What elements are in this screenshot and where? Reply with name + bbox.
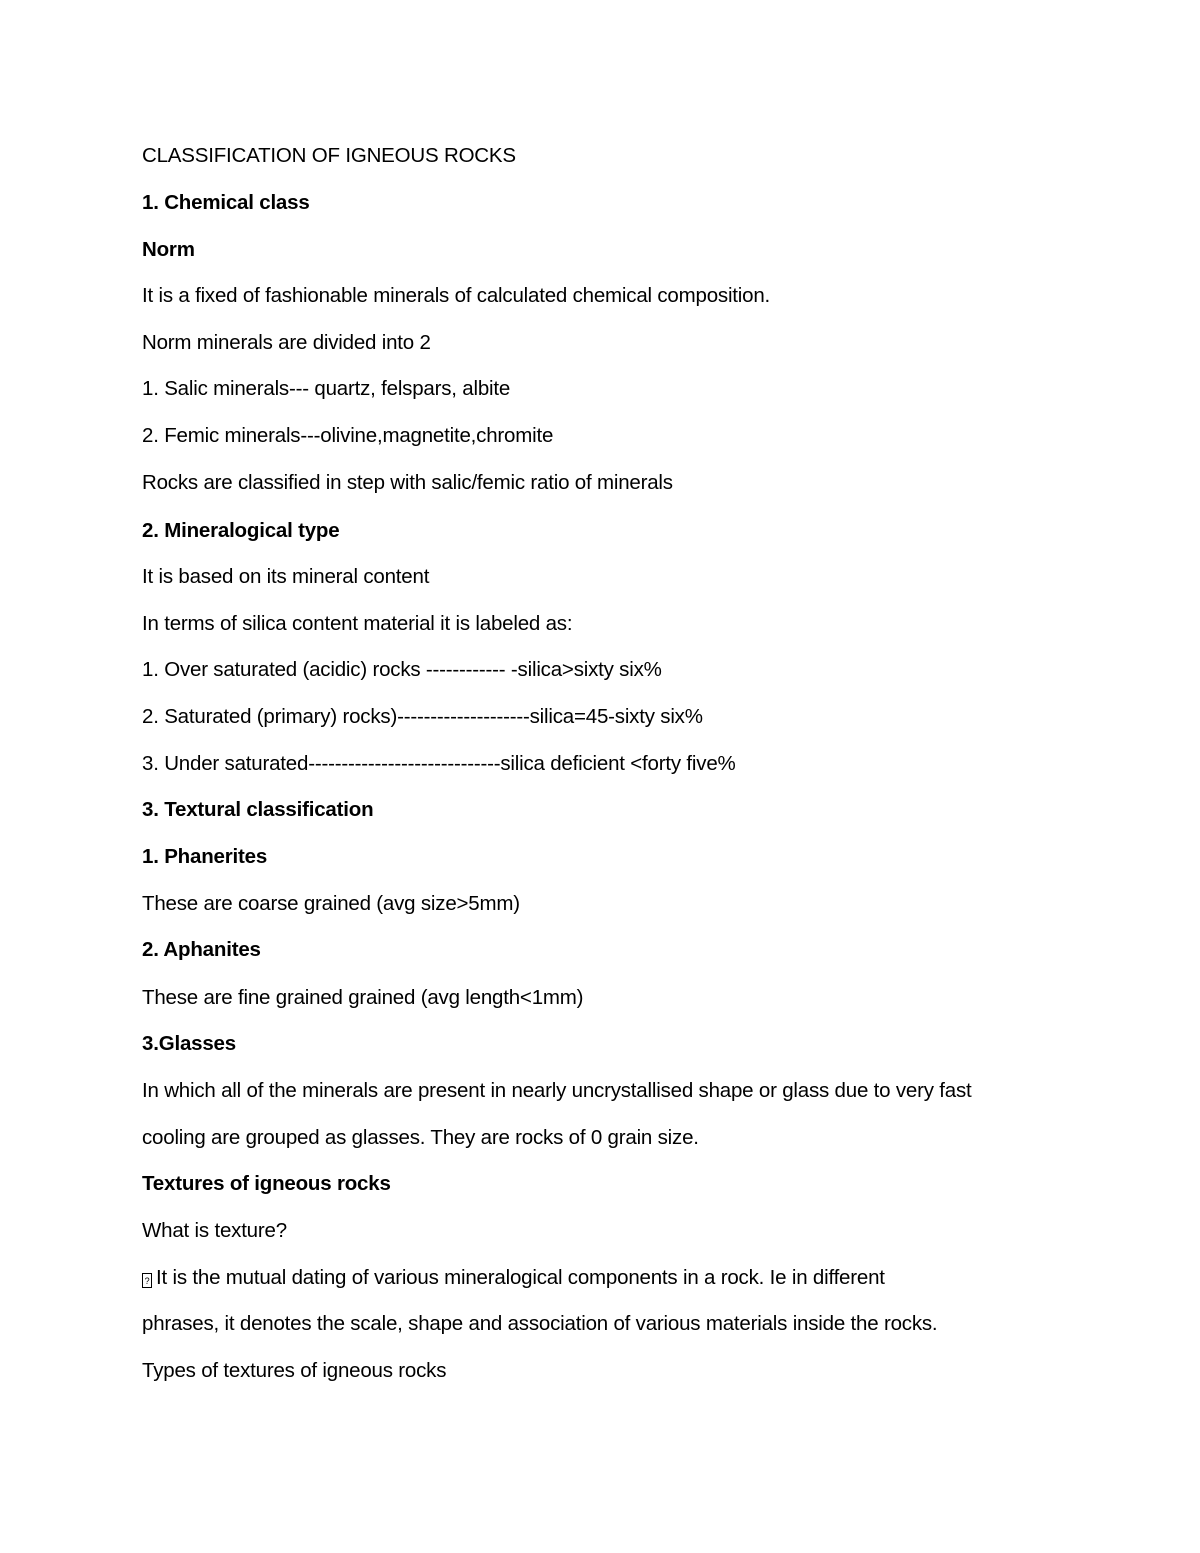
bullet-text: It is the mutual dating of various mineralogical components in a rock. Ie in different [156, 1266, 885, 1289]
paragraph-line: It is a fixed of fashionable minerals of calculated chemical composition. [142, 284, 771, 307]
glasses-heading: 3.Glasses [142, 1032, 236, 1055]
bullet-paragraph-line [142, 1265, 885, 1291]
section-3-heading: 3. Textural classification [142, 798, 374, 821]
norm-subheading: Norm [142, 238, 195, 261]
paragraph-line: These are fine grained grained (avg length<1mm) [142, 986, 584, 1009]
paragraph-line: In which all of the minerals are present in nearly uncrystallised shape or glass due to very fast [142, 1079, 972, 1102]
paragraph-line: It is based on its mineral content [142, 565, 430, 588]
section-2-heading: 2. Mineralogical type [142, 519, 340, 542]
paragraph-line: phrases, it denotes the scale, shape and association of various materials inside the rocks. [142, 1312, 938, 1335]
document-title: CLASSIFICATION OF IGNEOUS ROCKS [142, 144, 516, 167]
phanerites-heading: 1. Phanerites [142, 845, 268, 868]
paragraph-line: Rocks are classified in step with salic/femic ratio of minerals [142, 471, 673, 494]
list-item: 1. Salic minerals--- quartz, felspars, albite [142, 377, 511, 400]
paragraph-line: In terms of silica content material it is labeled as: [142, 612, 573, 635]
missing-glyph-icon: ? [142, 1273, 152, 1288]
section-1-heading: 1. Chemical class [142, 191, 310, 214]
paragraph-line: Norm minerals are divided into 2 [142, 331, 431, 354]
list-item: 2. Femic minerals---olivine,magnetite,chromite [142, 424, 554, 447]
list-item: 2. Saturated (primary) rocks)--------------------silica=45-sixty six% [142, 705, 703, 728]
paragraph-line: cooling are grouped as glasses. They are rocks of 0 grain size. [142, 1126, 699, 1149]
textures-heading: Textures of igneous rocks [142, 1172, 391, 1195]
paragraph-line: What is texture? [142, 1219, 287, 1242]
list-item: 3. Under saturated-----------------------------silica deficient <forty five% [142, 752, 736, 775]
aphanites-heading: 2. Aphanites [142, 938, 261, 961]
paragraph-line: These are coarse grained (avg size>5mm) [142, 892, 520, 915]
paragraph-line: Types of textures of igneous rocks [142, 1359, 447, 1382]
list-item: 1. Over saturated (acidic) rocks ------------ -silica>sixty six% [142, 658, 662, 681]
